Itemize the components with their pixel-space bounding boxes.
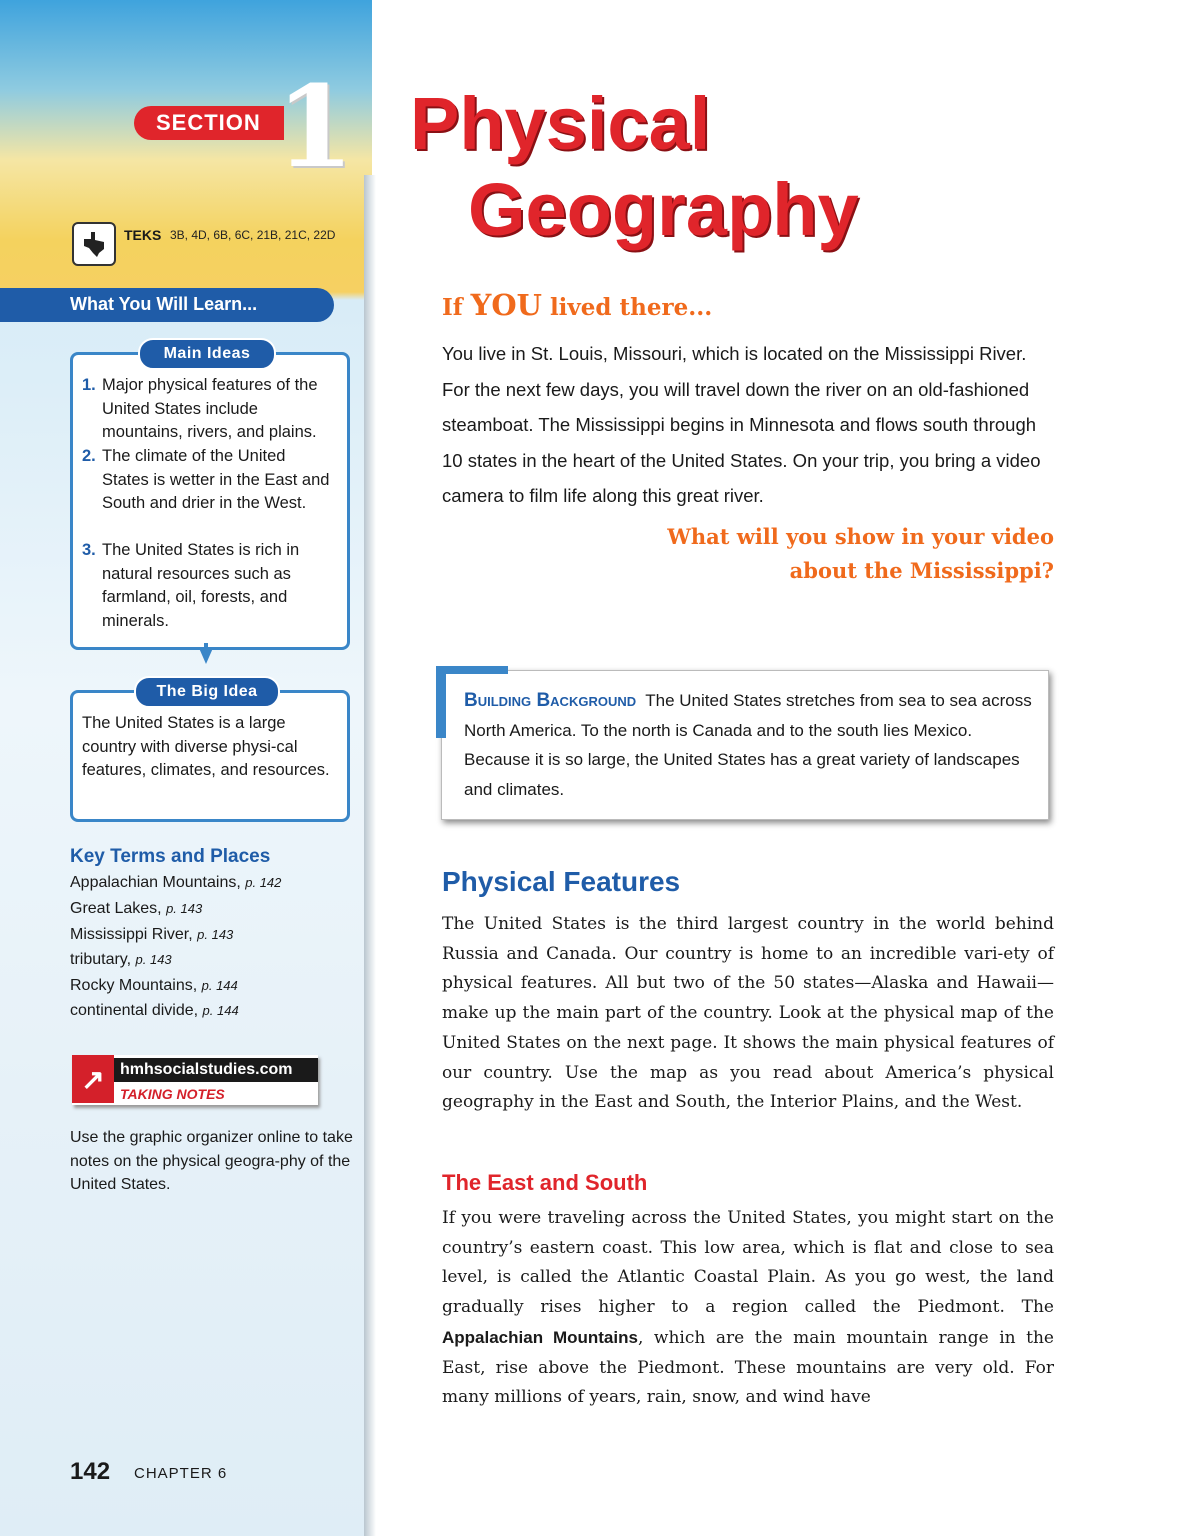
if-you-suffix: lived there... (541, 294, 713, 321)
key-term-page: p. 144 (201, 978, 238, 993)
big-idea-text: The United States is a large country with diverse physi-cal features, climates, and resources. (82, 714, 330, 779)
key-term-name: tributary, (70, 951, 132, 968)
key-term-name: Great Lakes, (70, 900, 162, 917)
key-term-name: continental divide, (70, 1002, 199, 1019)
physical-features-text: The United States is the third largest country in the world behind Russia and Canada. Our country is home to an incredible vari-ety of physical features. All but two of the 50 states—Alaska and Hawaii—make up the main part of the country. Look at the physical map of the United States on the next page. It shows the main physical features of our country. Use the map as you read about America’s physical geography in the East and South, the Interior Plains, and the West. (442, 914, 1054, 1113)
sidebar-divider (364, 175, 376, 1536)
key-term-name: Appalachian Mountains, (70, 874, 241, 891)
main-idea-item (82, 374, 332, 445)
page-title-line-2: Geography (468, 168, 859, 251)
key-term-page: p. 142 (245, 875, 282, 890)
key-term (70, 900, 202, 918)
organizer-text: Use the graphic organizer online to take notes on the physical geogra-phy of the United States. (70, 1129, 353, 1193)
main-idea-item (82, 539, 332, 633)
teks-codes: 3B, 4D, 6B, 6C, 21B, 21C, 22D (170, 228, 336, 242)
east-south-text-start: If you were traveling across the United States, you might start on the country’s eastern coast. This low area, which is flat and close to sea level, is called the Atlantic Coastal Plain. As you go west, the land gradually rises higher to a region called the Piedmont. The (442, 1208, 1054, 1318)
external-link-icon[interactable]: ↗ (72, 1055, 114, 1103)
texas-icon (72, 222, 116, 266)
main-idea-item (82, 445, 332, 516)
if-you-you: YOU (470, 288, 542, 322)
teks-label: TEKS (124, 227, 162, 243)
building-background-heading: Building Background (464, 690, 637, 711)
key-term-name: Mississippi River, (70, 926, 193, 943)
east-south-text (442, 1204, 1054, 1413)
key-term (70, 977, 238, 995)
taking-notes-label: TAKING NOTES (120, 1086, 225, 1102)
key-terms-heading: Key Terms and Places (70, 846, 271, 867)
main-ideas-title: Main Ideas (138, 338, 276, 370)
big-idea-title: The Big Idea (134, 676, 280, 708)
key-term (70, 1002, 239, 1020)
key-term (70, 874, 281, 892)
question-prompt: What will you show in your video about the Mississippi? (667, 524, 1054, 583)
if-you-prefix: If (442, 294, 471, 321)
building-background-body: The United States stretches from sea to sea across North America. To the north is Canada and to the south lies Mexico. Because it is so large, the United States has a great variety of landscapes and climates. (464, 691, 1032, 799)
east-south-heading: The East and South (442, 1170, 648, 1195)
website-link[interactable]: hmhsocialstudies.com (114, 1058, 318, 1082)
main-idea-number: 1. (82, 376, 96, 394)
building-background-text (464, 686, 1034, 804)
if-you-heading (442, 288, 712, 322)
key-term-name: Rocky Mountains, (70, 977, 198, 994)
page-title-line-1: Physical (410, 82, 711, 165)
key-term-page: p. 143 (197, 927, 234, 942)
intro-paragraph: You live in St. Louis, Missouri, which is located on the Mississippi River. For the next few days, you will travel down the river on an old-fashioned steamboat. The Mississippi begins in Minnesota and flows south through 10 states in the heart of the United States. On your trip, you bring a video camera to film life along this great river. (442, 343, 1041, 506)
building-background-tab (436, 666, 508, 674)
chapter-label: CHAPTER 6 (134, 1465, 228, 1482)
main-idea-number: 3. (82, 541, 96, 559)
key-term-page: p. 143 (135, 952, 172, 967)
east-south-text-end: , which are the main mountain range in the East, rise above the Piedmont. These mountains are very old. For many millions of years, rain, snow, and wind have (442, 1327, 1054, 1408)
key-term (70, 926, 233, 944)
main-idea-text: The United States is rich in natural resources such as farmland, oil, forests, and minerals. (102, 541, 300, 630)
section-number: 1 (276, 62, 354, 193)
key-term (70, 951, 172, 969)
section-label: SECTION (156, 110, 261, 135)
arrow-down-head (199, 648, 213, 664)
key-term-highlight: Appalachian Mountains (442, 1327, 638, 1347)
main-idea-text: Major physical features of the United States include mountains, rivers, and plains. (102, 376, 318, 441)
building-background-accent (436, 668, 446, 738)
page-number: 142 (70, 1458, 111, 1485)
key-term-page: p. 144 (202, 1003, 239, 1018)
physical-features-heading: Physical Features (442, 866, 681, 897)
learn-label: What You Will Learn... (70, 294, 258, 314)
key-term-page: p. 143 (166, 901, 203, 916)
main-idea-number: 2. (82, 447, 96, 465)
main-idea-text: The climate of the United States is wetter in the East and South and drier in the West. (102, 447, 330, 512)
